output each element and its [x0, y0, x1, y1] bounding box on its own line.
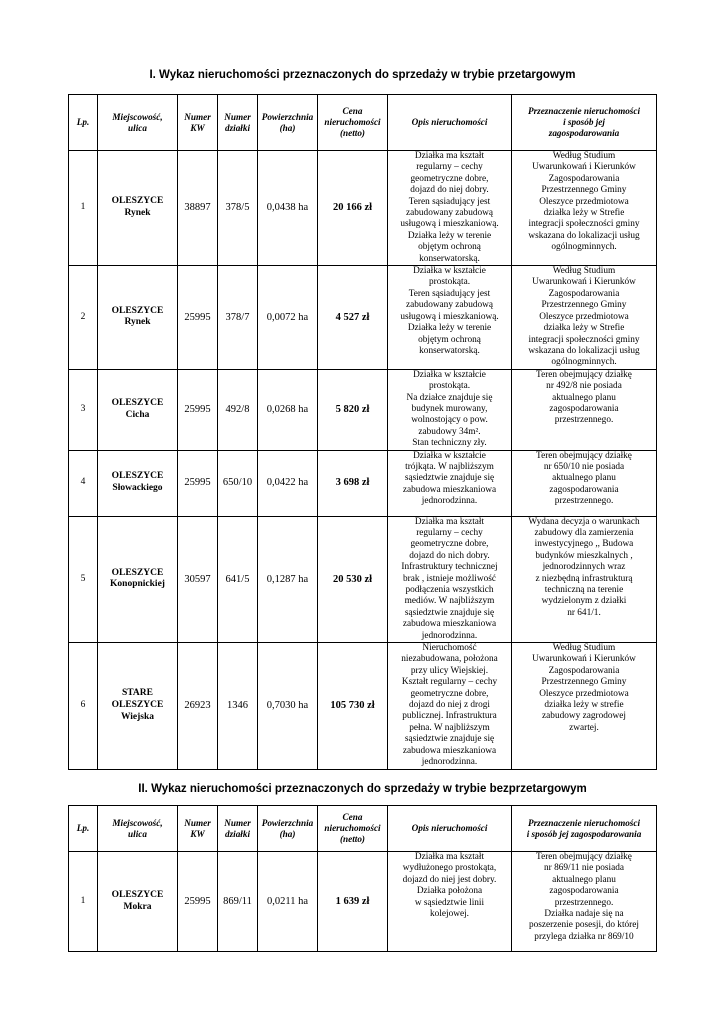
- col-header-purpose: Przeznaczenie nieruchomości i sposób jej zagospodarowania: [512, 95, 657, 151]
- cell-price: 20 530 zł: [318, 516, 388, 642]
- table-row: [69, 450, 657, 516]
- cell-price: 4 527 zł: [318, 266, 388, 370]
- cell-description: Działka ma kształt regularny – cechy geometryczne dobre, dojazd do niej dobry. Teren sąsiadujący jest zabudowany zabudową usługową i mieszkaniową. Działka leży w terenie objętym ochroną konserwatorską.: [388, 151, 512, 266]
- cell-purpose: Według Studium Uwarunkowań i Kierunków Zagospodarowania Przestrzennego Gminy Oleszyce przedmiotowa działka leży w Strefie integracji społeczności gminy wskazana do lokalizacji usług ogólnogminnych.: [512, 266, 657, 370]
- cell-lp: 1: [69, 151, 98, 266]
- table-row: [69, 643, 657, 769]
- cell-area: 0,0422 ha: [258, 450, 318, 516]
- table-header-row: [69, 806, 657, 852]
- cell-lp: 4: [69, 450, 98, 516]
- cell-description: Działka w kształcie trójkąta. W najbliższym sąsiedztwie znajduje się zabudowa mieszkaniowa jednorodzinna.: [388, 450, 512, 516]
- cell-location: OLESZYCE Konopnickiej: [98, 516, 178, 642]
- section-1-title: I. Wykaz nieruchomości przeznaczonych do sprzedaży w trybie przetargowym: [149, 69, 576, 81]
- cell-purpose: Teren obejmujący działkę nr 650/10 nie posiada aktualnego planu zagospodarowania przestrzennego.: [512, 450, 657, 516]
- table-row: [69, 369, 657, 450]
- cell-plot: 378/7: [218, 266, 258, 370]
- cell-description: Nieruchomość niezabudowana, położona przy ulicy Wiejskiej. Kształt regularny – cechy geometryczne dobre, dojazd do niej z drogi publicznej. Infrastruktura pełna. W najbliższym sąsiedztwie znajduje się zabudowa mieszkaniowa jednorodzinna.: [388, 643, 512, 769]
- cell-purpose: Według Studium Uwarunkowań i Kierunków Zagospodarowania Przestrzennego Gminy Oleszyce przedmiotowa działka leży w strefie zabudowy zagrodowej zwartej.: [512, 643, 657, 769]
- table-row: [69, 266, 657, 370]
- cell-description: Działka w kształcie prostokąta. Teren sąsiadujący jest zabudowany zabudową usługową i mieszkaniową. Działka leży w terenie objętym ochroną konserwatorską.: [388, 266, 512, 370]
- cell-area: 0,0211 ha: [258, 852, 318, 952]
- cell-area: 0,0438 ha: [258, 151, 318, 266]
- col-header-plot: Numer działki: [218, 95, 258, 151]
- cell-plot: 1346: [218, 643, 258, 769]
- cell-plot: 492/8: [218, 369, 258, 450]
- cell-price: 20 166 zł: [318, 151, 388, 266]
- cell-description: Działka ma kształt wydłużonego prostokąta, dojazd do niej jest dobry. Działka położona w sąsiedztwie linii kolejowej.: [388, 852, 512, 952]
- cell-lp: 5: [69, 516, 98, 642]
- col-header-area: Powierzchnia (ha): [258, 806, 318, 852]
- cell-description: Działka w kształcie prostokąta. Na działce znajduje się budynek murowany, wolnostojący o pow. zabudowy 34m². Stan techniczny zły.: [388, 369, 512, 450]
- col-header-description: Opis nieruchomości: [388, 95, 512, 151]
- cell-kw: 25995: [178, 369, 218, 450]
- cell-location: OLESZYCE Rynek: [98, 151, 178, 266]
- cell-purpose: Teren obejmujący działkę nr 869/11 nie posiada aktualnego planu zagospodarowania przestrzennego. Działka nadaje się na poszerzenie posesji, do której przylega działka nr 869/10: [512, 852, 657, 952]
- col-header-location: Miejscowość, ulica: [98, 95, 178, 151]
- col-header-lp: Lp.: [69, 806, 98, 852]
- cell-lp: 2: [69, 266, 98, 370]
- cell-plot: 869/11: [218, 852, 258, 952]
- cell-kw: 25995: [178, 852, 218, 952]
- cell-kw: 25995: [178, 266, 218, 370]
- cell-price: 3 698 zł: [318, 450, 388, 516]
- col-header-kw: Numer KW: [178, 95, 218, 151]
- cell-kw: 30597: [178, 516, 218, 642]
- table-row: [69, 151, 657, 266]
- cell-kw: 26923: [178, 643, 218, 769]
- col-header-location: Miejscowość, ulica: [98, 806, 178, 852]
- cell-area: 0,0268 ha: [258, 369, 318, 450]
- cell-purpose: Teren obejmujący działkę nr 492/8 nie posiada aktualnego planu zagospodarowania przestrzennego.: [512, 369, 657, 450]
- col-header-purpose: Przeznaczenie nieruchomości i sposób jej zagospodarowania: [512, 806, 657, 852]
- tender-properties-table: [68, 94, 657, 770]
- col-header-price: Cena nieruchomości (netto): [318, 806, 388, 852]
- cell-price: 1 639 zł: [318, 852, 388, 952]
- cell-area: 0,0072 ha: [258, 266, 318, 370]
- cell-price: 5 820 zł: [318, 369, 388, 450]
- cell-lp: 6: [69, 643, 98, 769]
- cell-plot: 650/10: [218, 450, 258, 516]
- cell-area: 0,1287 ha: [258, 516, 318, 642]
- section-2-title: II. Wykaz nieruchomości przeznaczonych do sprzedaży w trybie bezprzetargowym: [138, 783, 587, 795]
- cell-location: OLESZYCE Rynek: [98, 266, 178, 370]
- cell-lp: 1: [69, 852, 98, 952]
- cell-location: STARE OLESZYCE Wiejska: [98, 643, 178, 769]
- cell-kw: 38897: [178, 151, 218, 266]
- cell-location: OLESZYCE Cicha: [98, 369, 178, 450]
- col-header-lp: Lp.: [69, 95, 98, 151]
- cell-purpose: Wydana decyzja o warunkach zabudowy dla zamierzenia inwestycyjnego ,, Budowa budynków mieszkalnych , jednorodzinnych wraz z niezbędną infrastrukturą techniczną na terenie wydzielonym z działki nr 641/1.: [512, 516, 657, 642]
- table-row: [69, 852, 657, 952]
- cell-plot: 641/5: [218, 516, 258, 642]
- col-header-plot: Numer działki: [218, 806, 258, 852]
- cell-area: 0,7030 ha: [258, 643, 318, 769]
- cell-purpose: Według Studium Uwarunkowań i Kierunków Zagospodarowania Przestrzennego Gminy Oleszyce przedmiotowa działka leży w Strefie integracji społeczności gminy wskazana do lokalizacji usług ogólnogminnych.: [512, 151, 657, 266]
- cell-location: OLESZYCE Słowackiego: [98, 450, 178, 516]
- col-header-kw: Numer KW: [178, 806, 218, 852]
- table-row: [69, 516, 657, 642]
- cell-lp: 3: [69, 369, 98, 450]
- cell-description: Działka ma kształt regularny – cechy geometryczne dobre, dojazd do nich dobry. Infrastruktury technicznej brak , istnieje możliwość podłączenia wszystkich mediów. W najbliższym sąsiedztwie znajduje się zabudowa mieszkaniowa jednorodzinna.: [388, 516, 512, 642]
- non-tender-properties-table: [68, 805, 657, 952]
- table-header-row: [69, 95, 657, 151]
- col-header-area: Powierzchnia (ha): [258, 95, 318, 151]
- col-header-price: Cena nieruchomości (netto): [318, 95, 388, 151]
- cell-price: 105 730 zł: [318, 643, 388, 769]
- cell-location: OLESZYCE Mokra: [98, 852, 178, 952]
- cell-kw: 25995: [178, 450, 218, 516]
- cell-plot: 378/5: [218, 151, 258, 266]
- col-header-description: Opis nieruchomości: [388, 806, 512, 852]
